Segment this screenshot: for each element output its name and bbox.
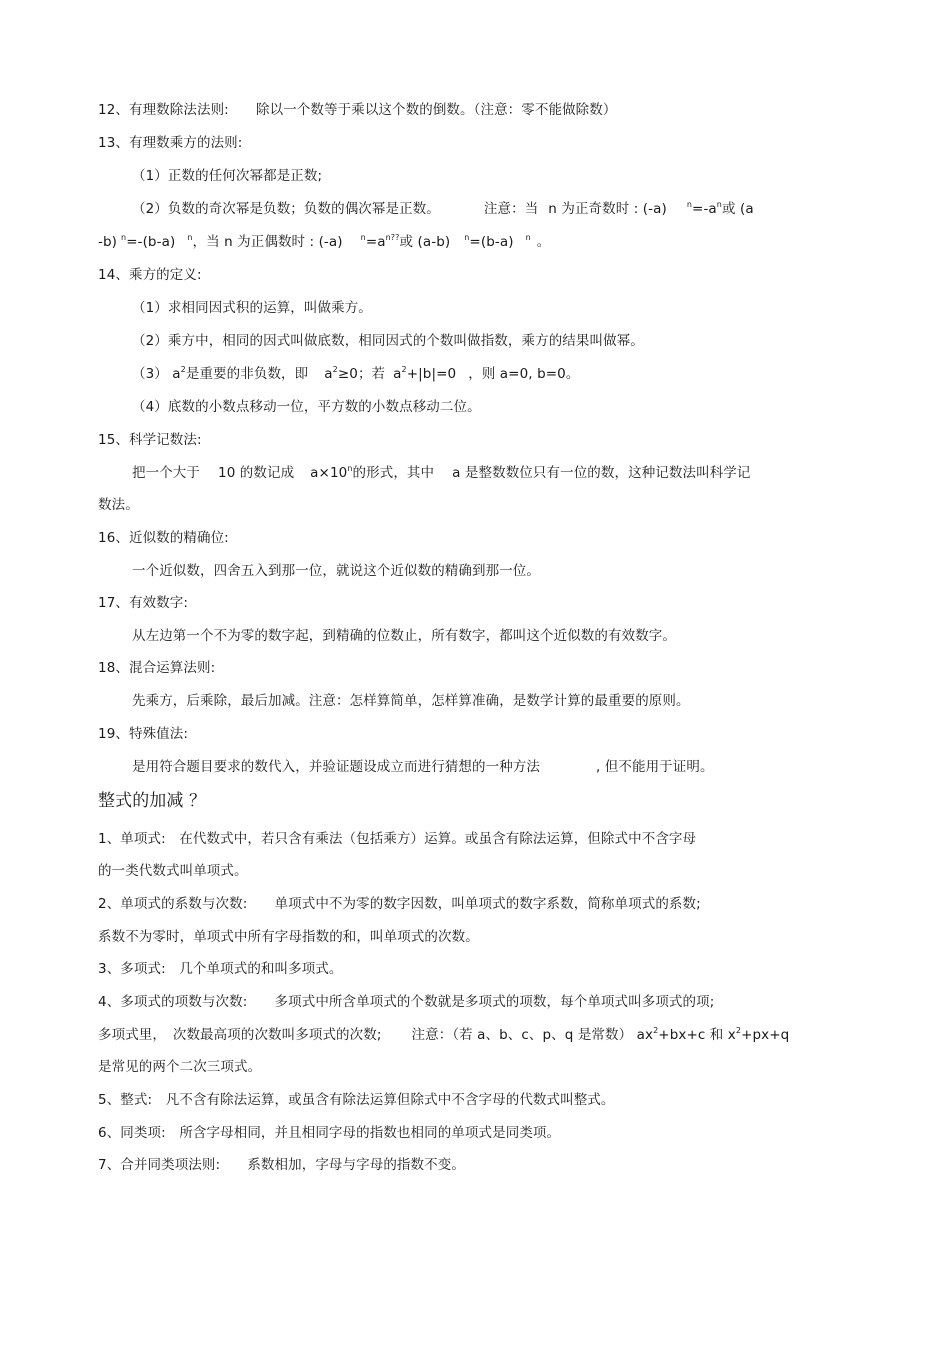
odd-power-continued: 或 (a <box>721 201 754 217</box>
formula-part: 把一个大于 <box>132 465 200 481</box>
term-4-continued-2: 是常见的两个二次三项式。 <box>98 1059 262 1075</box>
rule-18-body: 先乘方，后乘除，最后加减。注意：怎样算简单，怎样算准确，是数学计算的最重要的原则。 <box>132 693 690 709</box>
exponent-n: n <box>716 200 722 209</box>
period: 。 <box>536 234 551 250</box>
formula-part: 是用符合题目要求的数代入，并验证题设成立而进行猜想的一种方法 <box>132 759 540 775</box>
term-7-combine-like-terms: 7、合并同类项法则: 系数相加，字母与字母的指数不变。 <box>98 1157 465 1173</box>
rule-15-heading: 15、科学记数法: <box>98 432 202 448</box>
section-title: 整式的加减 ？ <box>98 791 207 811</box>
exponent-n-garbled: n?? <box>385 233 400 242</box>
term-6-like-terms: 6、同类项: 所含字母相同，并且相同字母的指数也相同的单项式是同类项。 <box>98 1125 561 1141</box>
exponent-n: n <box>686 200 693 209</box>
formula-part: a <box>393 366 402 382</box>
term-3-polynomial: 3、多项式: 几个单项式的和叫多项式。 <box>98 961 343 977</box>
formula-part: -b) <box>98 234 118 250</box>
formula-part: 10 的数记成 <box>218 465 295 481</box>
rule-16-heading: 16、近似数的精确位: <box>98 530 229 546</box>
rule-13-item-2-continued <box>98 233 550 253</box>
term-2-continued: 系数不为零时，单项式中所有字母指数的和，叫单项式的次数。 <box>98 929 479 945</box>
exponent-2: 2 <box>653 1026 659 1035</box>
formula-part: a×10 <box>310 465 348 481</box>
rule-13-heading: 13、有理数乘方的法则: <box>98 135 243 151</box>
formula-part: 的形式，其中 <box>352 465 435 481</box>
rule-15-body-continued: 数法。 <box>98 497 139 513</box>
formula-part: 多项式里， 次数最高项的次数叫多项式的次数; <box>98 1027 382 1043</box>
formula-part: a <box>324 366 333 382</box>
rule-15-body <box>132 464 751 484</box>
term-4-continued <box>98 1026 789 1046</box>
rule-13-item-2 <box>132 200 754 220</box>
rule-13-item-2-text: （2）负数的奇次幂是负数；负数的偶次幂是正数。 <box>132 201 440 217</box>
rule-14-item-4: （4）底数的小数点移动一位，平方数的小数点移动二位。 <box>132 399 481 415</box>
rule-16-body: 一个近似数，四舍五入到那一位，就说这个近似数的精确到那一位。 <box>132 563 540 579</box>
exponent-2: 2 <box>332 365 338 374</box>
formula-part: , 但不能用于证明。 <box>596 759 714 775</box>
rule-14-heading: 14、乘方的定义: <box>98 267 202 283</box>
formula-part: 或 (a-b) <box>399 234 451 250</box>
exponent-2: 2 <box>735 1026 742 1035</box>
exponent-n: n <box>121 233 127 242</box>
formula-part: =(b-a) <box>469 234 514 250</box>
rule-14-item-3 <box>132 365 579 385</box>
even-power-formula: ，当 n 为正偶数时 : (-a) <box>192 234 343 250</box>
exponent-n: n <box>347 464 353 473</box>
term-4-terms-degree: 4、多项式的项数与次数: 多项式中所含单项式的个数就是多项式的项数，每个单项式叫多项式的项; <box>98 994 715 1010</box>
odd-power-result: =-a <box>692 201 717 217</box>
exponent-n: n <box>187 233 193 242</box>
note-label: 注意：当 <box>483 201 539 217</box>
term-1-monomial: 1、单项式: 在代数式中，若只含有乘法（包括乘方）运算。或虽含有除法运算，但除式中不含字母 <box>98 831 697 847</box>
rule-17-heading: 17、有效数字: <box>98 595 189 611</box>
exponent-n: n <box>464 233 470 242</box>
rule-17-body: 从左边第一个不为零的数字起，到精确的位数止，所有数字，都叫这个近似数的有效数字。 <box>132 628 676 644</box>
rule-18-heading: 18、混合运算法则: <box>98 660 216 676</box>
rule-19-heading: 19、特殊值法: <box>98 726 189 742</box>
rule-13-item-1: （1）正数的任何次幂都是正数; <box>132 168 323 184</box>
formula-part: a 是整数数位只有一位的数，这种记数法叫科学记 <box>452 465 751 481</box>
term-1-monomial-continued: 的一类代数式叫单项式。 <box>98 863 248 879</box>
odd-power-formula: n 为正奇数时 : (-a) <box>548 201 667 217</box>
rule-19-body <box>132 758 714 776</box>
exponent-n: n <box>525 233 531 242</box>
rule-12-division: 12、有理数除法法则: 除以一个数等于乘以这个数的倒数。（注意：零不能做除数） <box>98 102 617 118</box>
formula-part: +|b|=0 <box>406 366 457 382</box>
formula-part: ，则 a=0, b=0。 <box>468 366 580 382</box>
term-2-coefficient-degree: 2、单项式的系数与次数: 单项式中不为零的数字因数，叫单项式的数字系数，简称单项式的系数; <box>98 896 701 912</box>
exponent-n: n <box>360 233 366 242</box>
even-power-result: =a <box>365 234 386 250</box>
term-5-integral-expression: 5、整式: 凡不含有除法运算，或虽含有除法运算但除式中不含字母的代数式叫整式。 <box>98 1092 615 1108</box>
formula-part: +px+q <box>741 1027 790 1043</box>
formula-part: =-(b-a) <box>126 234 176 250</box>
formula-part: ≥0；若 <box>337 366 386 382</box>
formula-part: 是重要的非负数，即 <box>185 366 309 382</box>
formula-part: 注意：（若 a、b、c、p、q 是常数） ax <box>411 1027 654 1043</box>
formula-part: （3） a <box>132 366 181 382</box>
rule-14-item-1: （1）求相同因式积的运算，叫做乘方。 <box>132 300 372 316</box>
formula-part: +bx+c 和 x <box>658 1027 736 1043</box>
exponent-2: 2 <box>401 365 407 374</box>
exponent-2: 2 <box>180 365 186 374</box>
rule-14-item-2: （2）乘方中，相同的因式叫做底数，相同因式的个数叫做指数，乘方的结果叫做幂。 <box>132 333 644 349</box>
